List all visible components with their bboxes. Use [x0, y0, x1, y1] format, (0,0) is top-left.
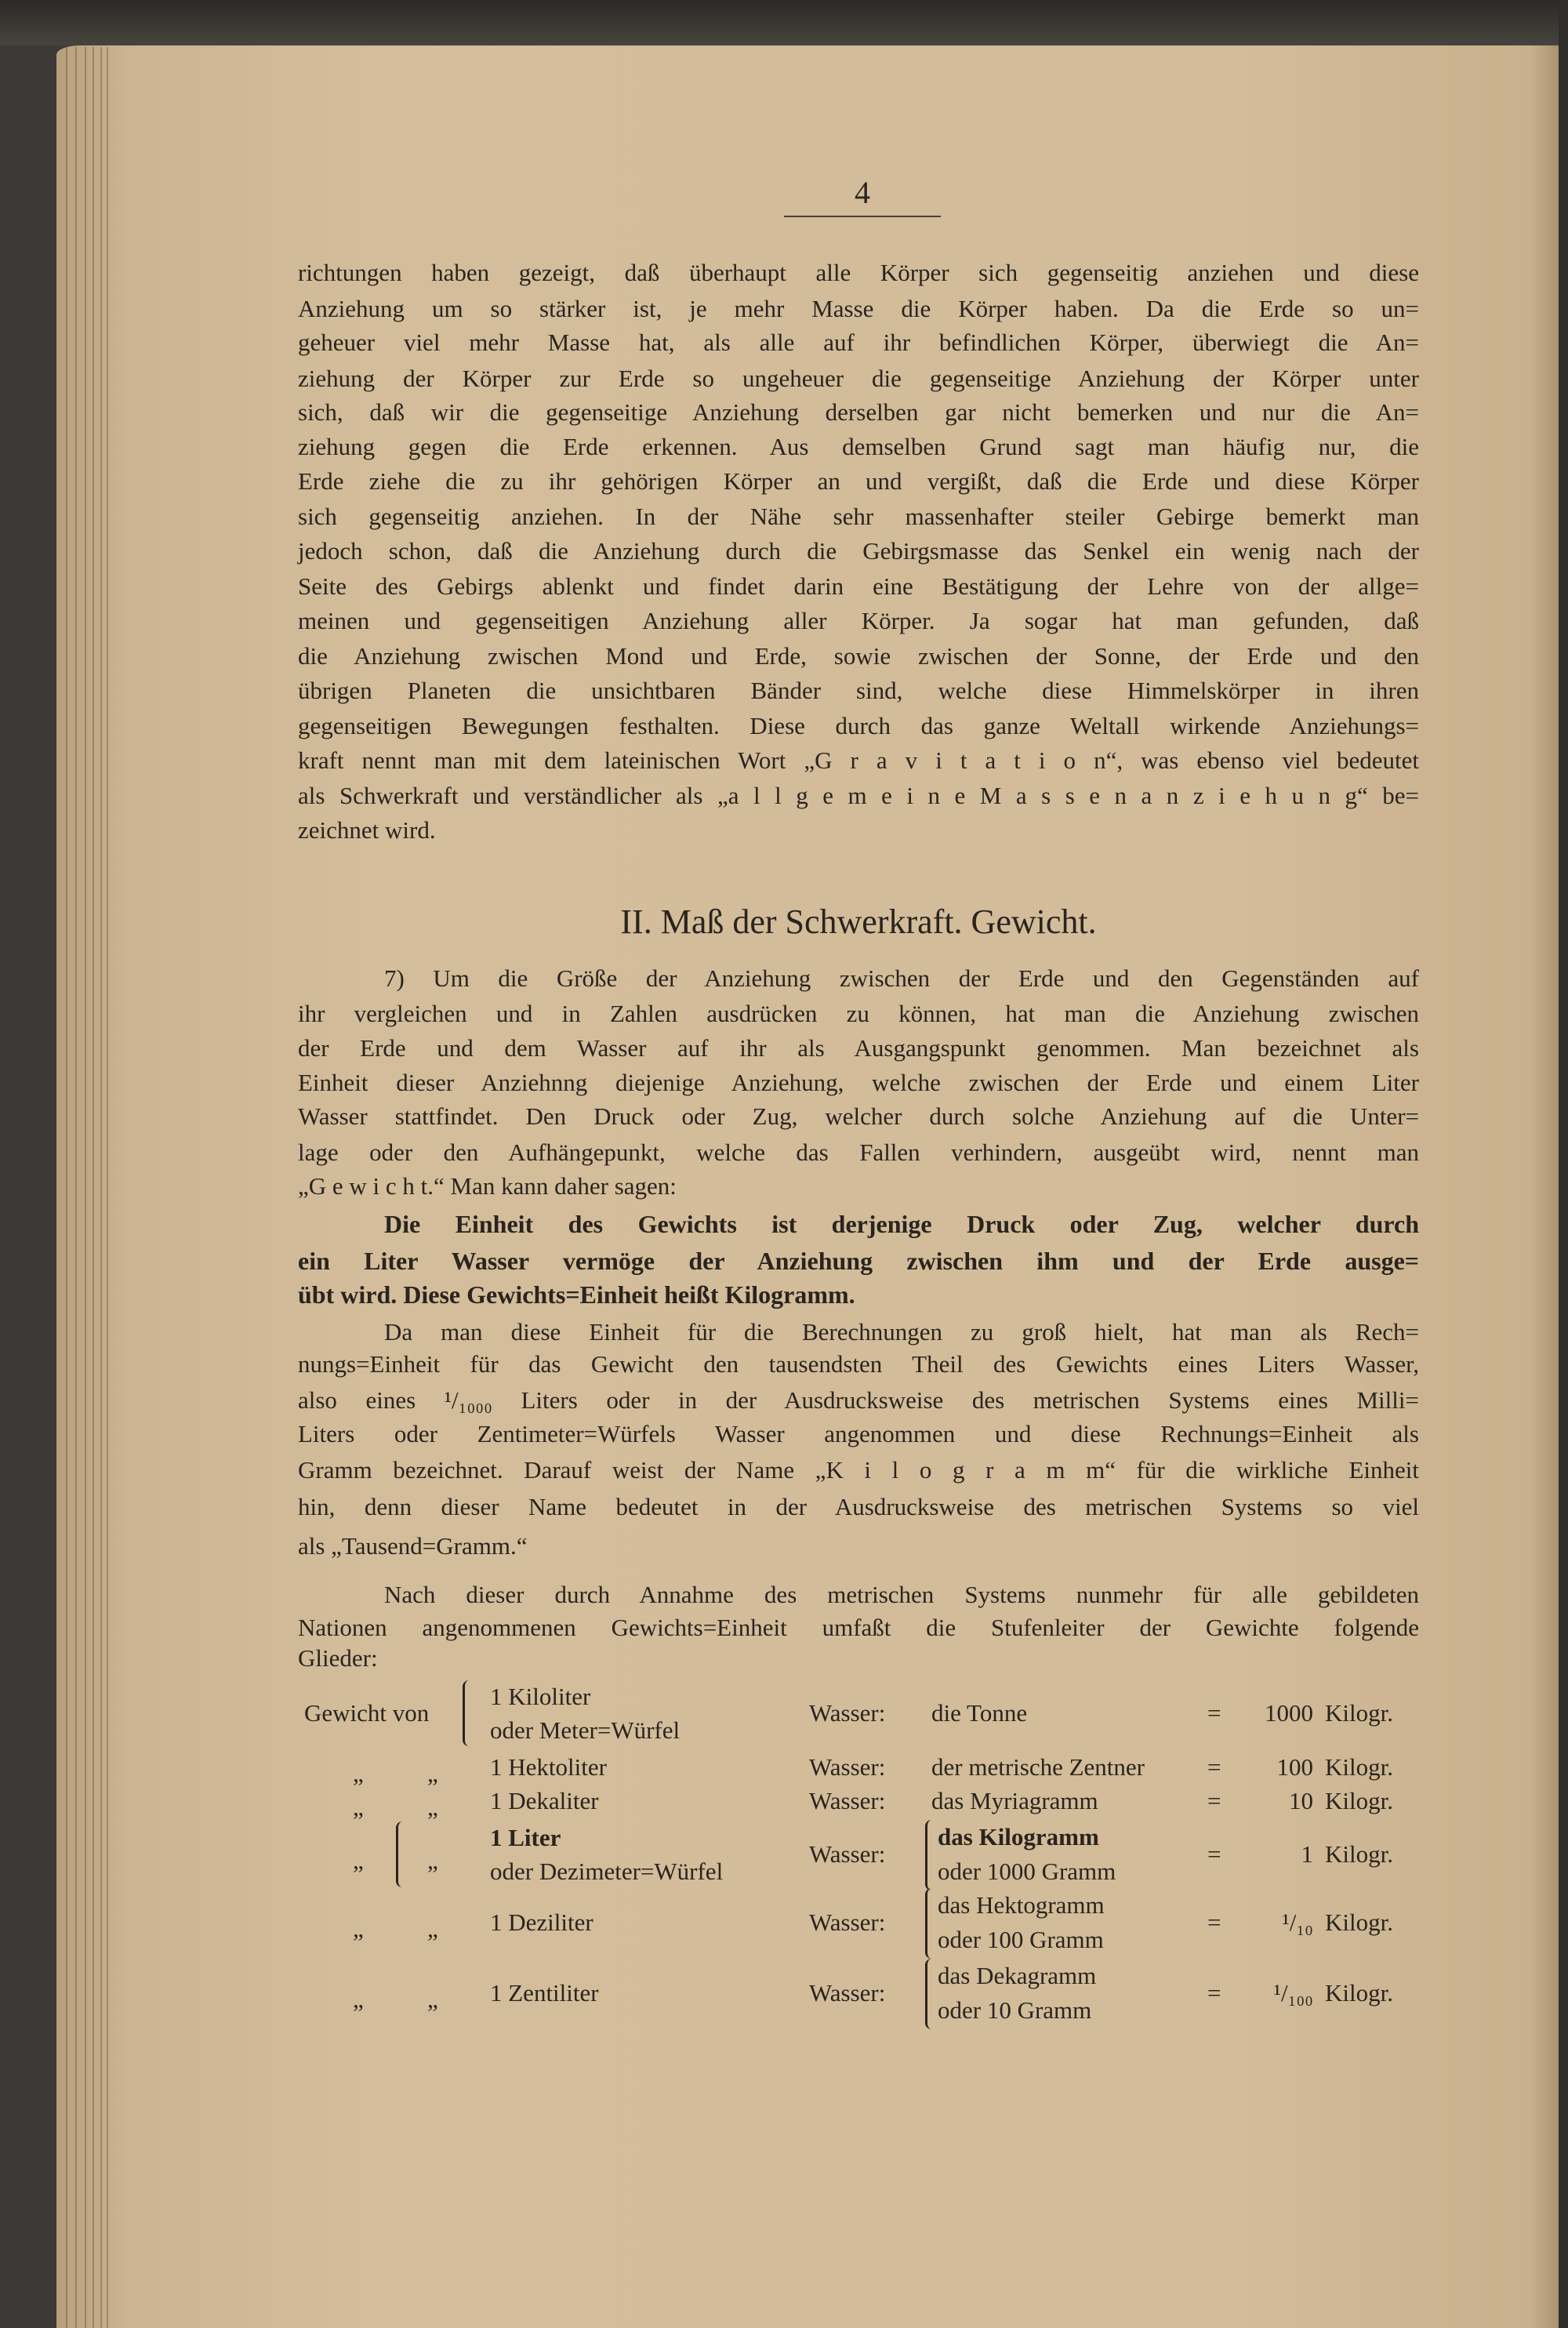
- text-line: kraft nennt man mit dem lateinischen Wort „G r a v i t a t i o n“, was ebenso viel bedeutet: [298, 746, 1419, 774]
- text-line: sich gegenseitig anziehen. In der Nähe sehr massenhafter steiler Gebirge bemerkt man: [298, 503, 1419, 530]
- text-line: ziehung der Körper zur Erde so ungeheuer die gegenseitige Anziehung der Körper unter: [298, 365, 1419, 392]
- volume: 1 Zentiliter: [490, 1979, 599, 2007]
- text-line: zeichnet wird.: [298, 816, 436, 844]
- text-line: ein Liter Wasser vermöge der Anziehung zwischen ihm und der Erde ausge=: [298, 1247, 1419, 1275]
- text-line: jedoch schon, daß die Anziehung durch die Gebirgsmasse das Senkel ein wenig nach der: [298, 537, 1419, 565]
- page-leaf-edge: [85, 47, 86, 2328]
- unit-label: Kilogr.: [1325, 1699, 1393, 1727]
- text-line: ihr vergleichen und in Zahlen ausdrücken zu können, hat man die Anziehung zwischen: [298, 1000, 1419, 1027]
- water-label: Wasser:: [809, 1979, 886, 2007]
- unit-label: Kilogr.: [1325, 1979, 1393, 2007]
- ditto-mark: „: [353, 1915, 364, 1942]
- brace: [925, 1959, 935, 2029]
- text-line: 7) Um die Größe der Anziehung zwischen der Erde und den Gegenständen auf: [384, 964, 1419, 992]
- equals-sign: =: [1207, 1699, 1221, 1727]
- ditto-mark: „: [427, 1985, 438, 2013]
- unit-name: der metrische Zentner: [931, 1753, 1145, 1781]
- page-number: 4: [855, 175, 870, 210]
- ditto-mark: „: [427, 1760, 438, 1787]
- page-leaf-edge: [93, 47, 94, 2328]
- unit-name: das Dekagramm: [938, 1962, 1097, 1989]
- water-label: Wasser:: [809, 1909, 886, 1936]
- section-heading: II. Maß der Schwerkraft. Gewicht.: [620, 903, 1097, 941]
- ditto-mark: „: [353, 1985, 364, 2013]
- scan-top-border: [0, 0, 1568, 45]
- text-line: nungs=Einheit für das Gewicht den tausendsten Theil des Gewichts eines Liters Wasser,: [298, 1350, 1419, 1378]
- text-line: Erde ziehe die zu ihr gehörigen Körper an und vergißt, daß die Erde und diese Körper: [298, 467, 1419, 495]
- volume-alt: oder Meter=Würfel: [490, 1716, 681, 1744]
- equals-sign: =: [1207, 1979, 1221, 2007]
- unit-name: das Myriagramm: [931, 1787, 1098, 1814]
- water-label: Wasser:: [809, 1840, 886, 1868]
- weight-value: 1000: [1265, 1699, 1313, 1727]
- text-line: Anziehung um so stärker ist, je mehr Masse die Körper haben. Da die Erde so un=: [298, 295, 1419, 322]
- volume: 1 Dekaliter: [490, 1787, 599, 1814]
- ditto-mark: „: [353, 1847, 364, 1874]
- water-label: Wasser:: [809, 1753, 886, 1781]
- volume: 1 Hektoliter: [490, 1753, 607, 1781]
- unit-name-alt: oder 10 Gramm: [938, 1996, 1092, 2024]
- water-label: Wasser:: [809, 1699, 886, 1727]
- text-line: richtungen haben gezeigt, daß überhaupt alle Körper sich gegenseitig anziehen und diese: [298, 259, 1419, 286]
- brace: [396, 1821, 406, 1887]
- volume: 1 Liter: [490, 1824, 561, 1851]
- weight-value: ¹/₁₀: [1282, 1909, 1313, 1936]
- text-line: Nationen angenommenen Gewichts=Einheit umfaßt die Stufenleiter der Gewichte folgende: [298, 1614, 1419, 1641]
- text-line: als „Tausend=Gramm.“: [298, 1532, 528, 1560]
- text-line: Liters oder Zentimeter=Würfels Wasser angenommen und diese Rechnungs=Einheit als: [298, 1420, 1419, 1447]
- text-line: Seite des Gebirgs ablenkt und findet darin eine Bestätigung der Lehre von der allge=: [298, 572, 1419, 600]
- text-line: ziehung gegen die Erde erkennen. Aus demselben Grund sagt man häufig nur, die: [298, 433, 1419, 460]
- unit-name-alt: oder 100 Gramm: [938, 1926, 1104, 1953]
- equals-sign: =: [1207, 1840, 1221, 1868]
- text-line: also eines ¹/₁₀₀₀ Liters oder in der Ausdrucksweise des metrischen Systems eines Milli=: [298, 1386, 1419, 1414]
- brace: [463, 1680, 473, 1746]
- water-label: Wasser:: [809, 1787, 886, 1814]
- ditto-mark: „: [353, 1793, 364, 1821]
- scan-right-border: [1559, 0, 1568, 2328]
- weight-value: 10: [1289, 1787, 1313, 1814]
- unit-label: Kilogr.: [1325, 1840, 1393, 1868]
- page-leaf-edge: [66, 47, 67, 2328]
- equals-sign: =: [1207, 1753, 1221, 1781]
- page-leaf-edge: [100, 47, 102, 2328]
- unit-name-alt: oder 1000 Gramm: [938, 1858, 1116, 1885]
- text-line: „G e w i c h t.“ Man kann daher sagen:: [298, 1172, 677, 1200]
- unit-label: Kilogr.: [1325, 1753, 1393, 1781]
- text-line: Einheit dieser Anziehnng diejenige Anziehung, welche zwischen der Erde und einem Liter: [298, 1069, 1419, 1096]
- page-leaf-edge: [75, 47, 77, 2328]
- text-line: Die Einheit des Gewichts ist derjenige Druck oder Zug, welcher durch: [384, 1210, 1419, 1238]
- brace: [925, 1888, 935, 1959]
- equals-sign: =: [1207, 1909, 1221, 1936]
- volume: 1 Kiloliter: [490, 1683, 591, 1710]
- volume-alt: oder Dezimeter=Würfel: [490, 1858, 724, 1885]
- weight-value: ¹/₁₀₀: [1273, 1979, 1313, 2007]
- ditto-mark: „: [427, 1915, 438, 1942]
- equals-sign: =: [1207, 1787, 1221, 1814]
- ditto-mark: „: [353, 1760, 364, 1787]
- text-line: Da man diese Einheit für die Berechnungen zu groß hielt, hat man als Rech=: [384, 1318, 1419, 1346]
- text-line: die Anziehung zwischen Mond und Erde, sowie zwischen der Sonne, der Erde und den: [298, 642, 1419, 670]
- unit-name: das Kilogramm: [938, 1823, 1099, 1850]
- brace: [925, 1820, 935, 1890]
- text-line: meinen und gegenseitigen Anziehung aller Körper. Ja sogar hat man gefunden, daß: [298, 607, 1419, 634]
- ditto-mark: „: [427, 1793, 438, 1821]
- text-line: sich, daß wir die gegenseitige Anziehung derselben gar nicht bemerken und nur die An=: [298, 398, 1419, 426]
- page-number-rule: [784, 216, 941, 217]
- text-line: gegenseitigen Bewegungen festhalten. Diese durch das ganze Weltall wirkende Anziehungs=: [298, 712, 1419, 739]
- ditto-mark: „: [427, 1847, 438, 1874]
- page-leaf-edge: [107, 47, 108, 2328]
- weight-value: 100: [1276, 1753, 1313, 1781]
- text-line: Nach dieser durch Annahme des metrischen Systems nunmehr für alle gebildeten: [384, 1581, 1419, 1608]
- text-line: hin, denn dieser Name bedeutet in der Ausdrucksweise des metrischen Systems so viel: [298, 1493, 1419, 1520]
- text-line: übt wird. Diese Gewichts=Einheit heißt Kilogramm.: [298, 1280, 855, 1309]
- text-line: Glieder:: [298, 1644, 378, 1672]
- text-line: lage oder den Aufhängepunkt, welche das Fallen verhindern, ausgeübt wird, nennt man: [298, 1139, 1419, 1166]
- text-line: Gramm bezeichnet. Darauf weist der Name „K i l o g r a m m“ für die wirkliche Einheit: [298, 1456, 1419, 1484]
- unit-label: Kilogr.: [1325, 1909, 1393, 1936]
- text-line: geheuer viel mehr Masse hat, als alle auf ihr befindlichen Körper, überwiegt die An=: [298, 329, 1419, 356]
- unit-label: Kilogr.: [1325, 1787, 1393, 1814]
- weight-value: 1: [1301, 1840, 1313, 1868]
- text-line: als Schwerkraft und verständlicher als „a l l g e m e i n e M a s s e n a n z i e h u n g“ be=: [298, 782, 1419, 809]
- text-line: der Erde und dem Wasser auf ihr als Ausgangspunkt genommen. Man bezeichnet als: [298, 1034, 1419, 1062]
- unit-name: das Hektogramm: [938, 1891, 1105, 1919]
- unit-name: die Tonne: [931, 1699, 1028, 1727]
- table-row-label: Gewicht von: [304, 1699, 430, 1727]
- text-line: übrigen Planeten die unsichtbaren Bänder sind, welche diese Himmelskörper in ihren: [298, 677, 1419, 704]
- volume: 1 Deziliter: [490, 1909, 593, 1936]
- text-line: Wasser stattfindet. Den Druck oder Zug, welcher durch solche Anziehung auf die Unter=: [298, 1102, 1419, 1130]
